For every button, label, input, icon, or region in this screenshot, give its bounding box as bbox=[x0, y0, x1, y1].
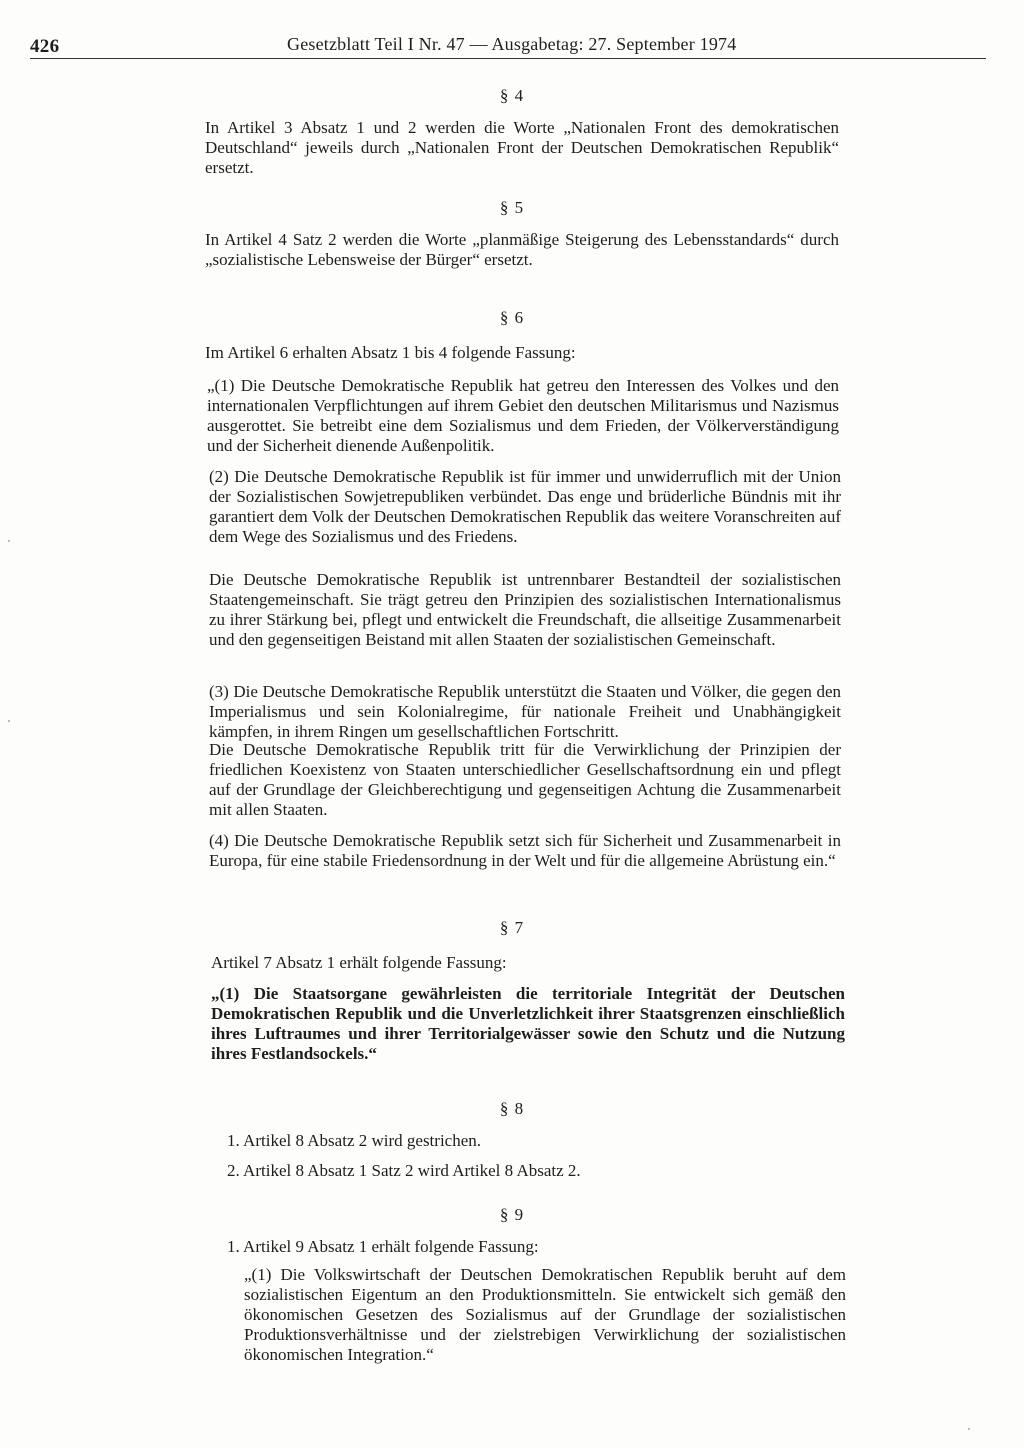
section-7-absatz-1: „(1) Die Staatsorgane gewährleisten die territoriale Integrität der Deutschen Demokratischen Republik und die Unverletzlichkeit ihrer Staatsgrenzen einschließlich ihres Luftraumes und ihrer Territorialgewässer sowie den Schutz und die Nutzung ihres Festlandsockels.“ bbox=[211, 984, 845, 1063]
section-6-absatz-1: „(1) Die Deutsche Demokratische Republik hat getreu den Interessen des Volkes und den internationalen Verpflichtungen auf ihrem Gebiet den deutschen Militarismus und Nazismus ausgerottet. Sie betreibt eine dem Sozialismus und dem Frieden, der Völkerverständigung und der Sicherheit dienende Außenpolitik. bbox=[207, 376, 839, 455]
section-6-absatz-2-part-2: Die Deutsche Demokratische Republik ist untrennbarer Bestandteil der sozialistischen Staatengemeinschaft. Sie trägt getreu den Prinzipien des sozialistischen Internationalismus zu ihrer Stärkung bei, pflegt und entwickelt die Freundschaft, die allseitige Zusammenarbeit und den gegenseitigen Beistand mit allen Staaten der sozialistischen Gemeinschaft. bbox=[209, 570, 841, 649]
section-7-intro: Artikel 7 Absatz 1 erhält folgende Fassung: bbox=[211, 953, 507, 972]
section-6-absatz-3-part-1: (3) Die Deutsche Demokratische Republik unterstützt die Staaten und Völker, die gegen den Imperialismus und sein Kolonialregime, für nationale Freiheit und Unabhängigkeit kämpfen, in ihrem Ringen um gesellschaftlichen Fortschritt. bbox=[209, 682, 841, 741]
section-7-heading: § 7 bbox=[499, 918, 525, 937]
section-5-heading: § 5 bbox=[499, 198, 525, 217]
section-4-text: In Artikel 3 Absatz 1 und 2 werden die Worte „Nationalen Front des demokratischen Deutschland“ jeweils durch „Nationalen Front der Deutschen Demokratischen Republik“ ersetzt. bbox=[205, 118, 839, 177]
section-5-text: In Artikel 4 Satz 2 werden die Worte „planmäßige Steigerung des Lebensstandards“ durch „sozialistische Lebensweise der Bürger“ ersetzt. bbox=[205, 230, 839, 269]
section-6-heading: § 6 bbox=[499, 308, 525, 327]
scan-speck bbox=[968, 1428, 970, 1430]
scan-speck bbox=[8, 540, 10, 542]
section-8-item-2: 2. Artikel 8 Absatz 1 Satz 2 wird Artikel 8 Absatz 2. bbox=[227, 1161, 581, 1180]
header-rule bbox=[30, 58, 986, 59]
scan-speck bbox=[8, 720, 10, 722]
section-6-absatz-2-part-1: (2) Die Deutsche Demokratische Republik ist für immer und unwiderruflich mit der Union der Sozialistischen Sowjetrepubliken verbündet. Das enge und brüderliche Bündnis mit ihr garantiert dem Volk der Deutschen Demokratischen Republik das weitere Voranschreiten auf dem Wege des Sozialismus und des Friedens. bbox=[209, 467, 841, 546]
section-6-intro: Im Artikel 6 erhalten Absatz 1 bis 4 folgende Fassung: bbox=[205, 343, 576, 362]
section-6-absatz-3-part-2: Die Deutsche Demokratische Republik tritt für die Verwirklichung der Prinzipien der friedlichen Koexistenz von Staaten unterschiedlicher Gesellschaftsordnung ein und pflegt auf der Grundlage der Gleichberechtigung und gegenseitigen Achtung die Zusammenarbeit mit allen Staaten. bbox=[209, 740, 841, 819]
section-9-absatz-1: „(1) Die Volkswirtschaft der Deutschen Demokratischen Republik beruht auf dem sozialistischen Eigentum an den Produktionsmitteln. Sie entwickelt sich gemäß den ökonomischen Gesetzen des Sozialismus auf der Grundlage der sozialistischen Produktionsverhältnisse und der zielstrebigen Verwirklichung der sozialistischen ökonomischen Integration.“ bbox=[244, 1265, 846, 1364]
section-8-heading: § 8 bbox=[499, 1099, 525, 1118]
section-8-item-1: 1. Artikel 8 Absatz 2 wird gestrichen. bbox=[227, 1131, 482, 1150]
page-number: 426 bbox=[30, 36, 60, 57]
section-6-absatz-4: (4) Die Deutsche Demokratische Republik setzt sich für Sicherheit und Zusammenarbeit in Europa, für eine stabile Friedensordnung in der Welt und für die allgemeine Abrüstung ein.“ bbox=[209, 831, 841, 870]
running-head: Gesetzblatt Teil I Nr. 47 — Ausgabetag: 27. September 1974 bbox=[287, 34, 737, 54]
section-4-heading: § 4 bbox=[499, 86, 525, 105]
section-9-heading: § 9 bbox=[499, 1205, 525, 1224]
section-9-item-1: 1. Artikel 9 Absatz 1 erhält folgende Fassung: bbox=[227, 1237, 539, 1256]
